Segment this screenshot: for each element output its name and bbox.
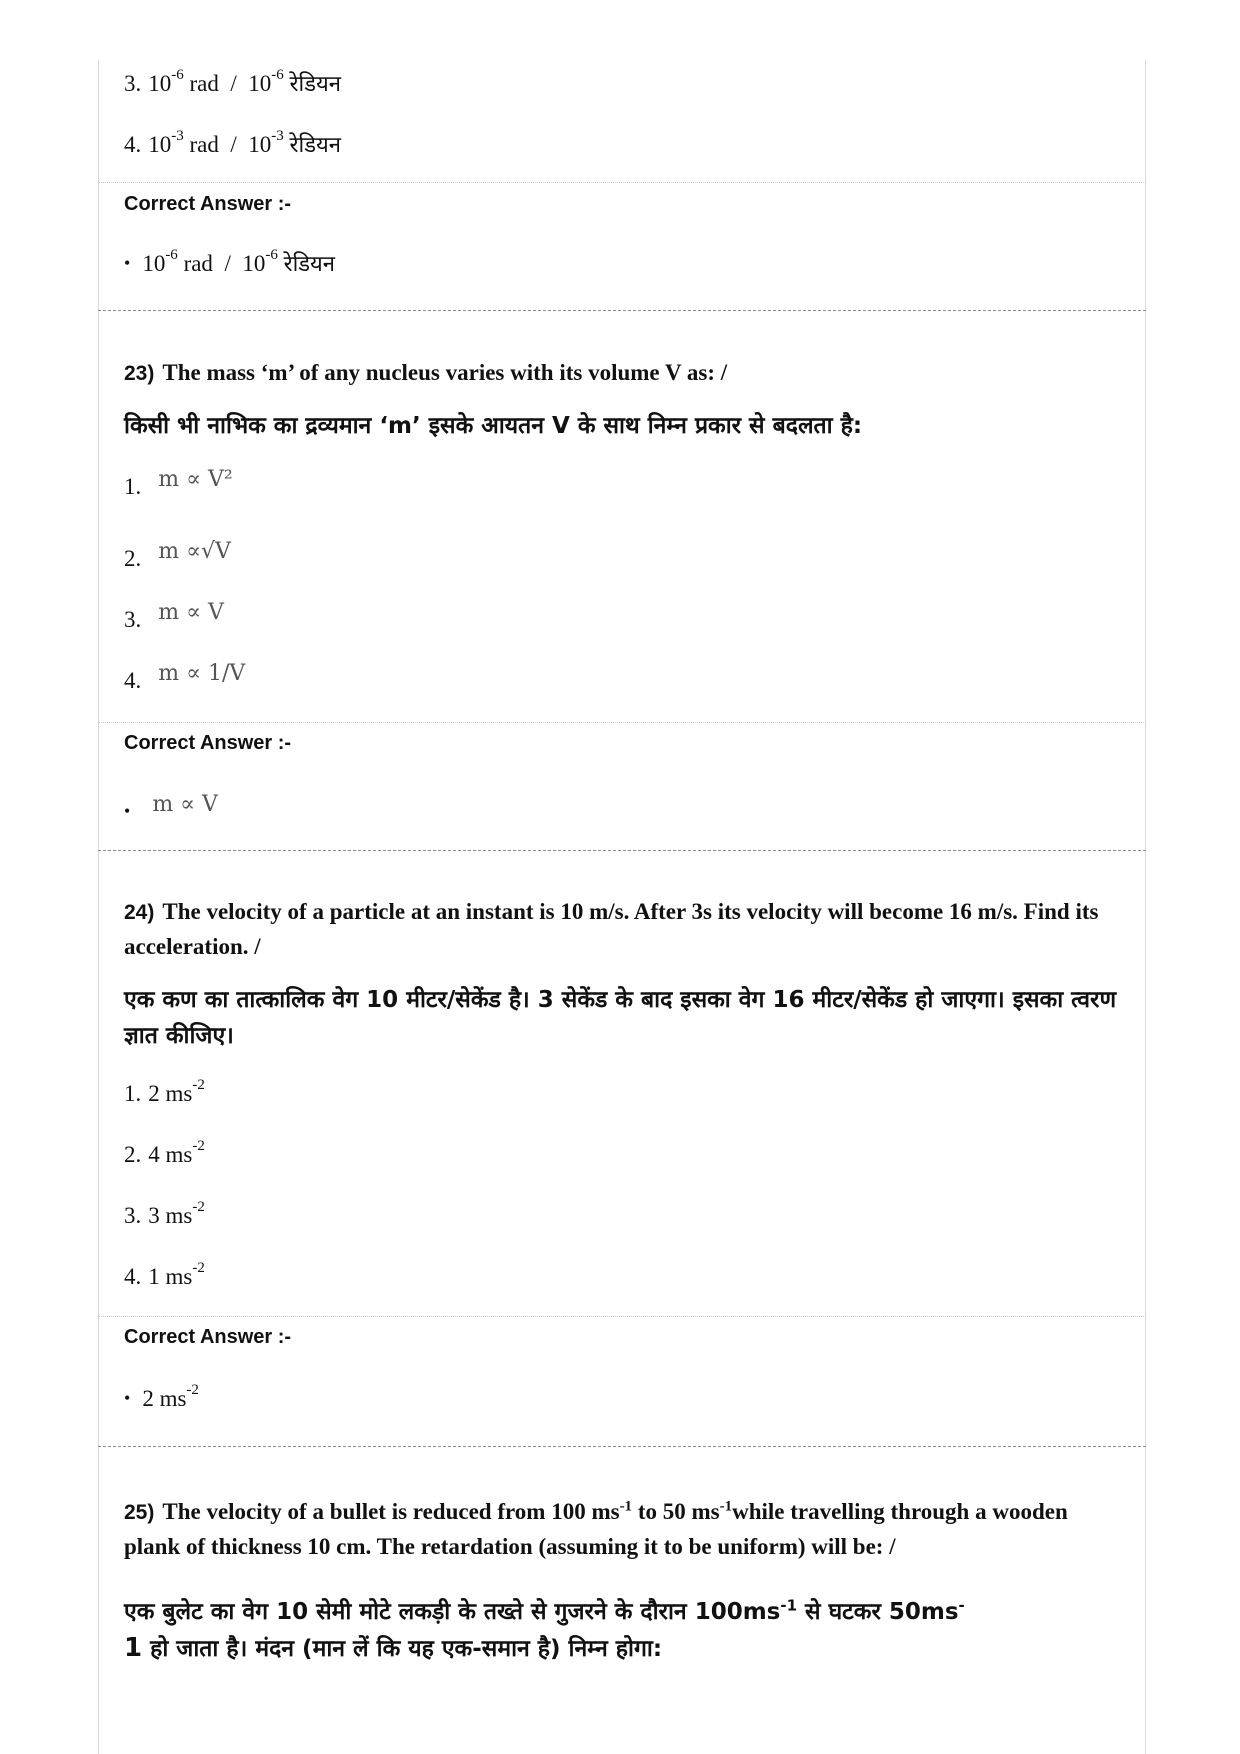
- option-number: 3.: [124, 71, 142, 96]
- option-number: 3.: [124, 607, 142, 632]
- question-text: The velocity of a bullet is reduced from 100 ms: [162, 1499, 620, 1524]
- question-number: 25): [124, 1501, 155, 1524]
- value: 3 ms: [148, 1203, 193, 1228]
- q24-option-2: [124, 1138, 205, 1168]
- q22-option-3: [124, 68, 341, 98]
- unit: rad: [183, 251, 213, 276]
- question-number: 23): [124, 362, 155, 385]
- q24-question-english: [124, 895, 1124, 964]
- option-number: 4.: [124, 132, 142, 157]
- q24-option-1: [124, 1077, 205, 1107]
- formula: m ∝ V: [152, 792, 218, 817]
- q23-option-4: [124, 661, 246, 694]
- unit: rad: [189, 132, 219, 157]
- value: 1 ms: [148, 1264, 193, 1289]
- q23-option-1: [124, 467, 233, 500]
- question-text: से घटकर 50ms: [797, 1599, 959, 1625]
- correct-answer-label: Correct Answer :-: [124, 1326, 292, 1348]
- option-number: 2.: [124, 1142, 142, 1167]
- formula: m ∝ V: [158, 600, 224, 625]
- bullet-icon: •: [124, 1388, 131, 1408]
- exponent-continuation: 1: [124, 1633, 143, 1663]
- exponent: -6: [171, 67, 184, 84]
- question-separator: [98, 850, 1146, 851]
- option-number: 1.: [124, 1081, 142, 1106]
- exponent: -2: [186, 1382, 199, 1399]
- formula: m ∝√V: [158, 539, 231, 564]
- exponent: -2: [192, 1077, 205, 1094]
- question-text: while travelling through a wooden plank of thickness 10 cm. The retardation (assuming it to be uniform) will be: /: [124, 1499, 1068, 1559]
- exponent: -1: [619, 1498, 633, 1515]
- value: 2 ms: [142, 1386, 187, 1411]
- option-number: 4.: [124, 1264, 142, 1289]
- value: 10: [248, 71, 272, 96]
- option-number: 3.: [124, 1203, 142, 1228]
- question-text: to 50 ms: [632, 1499, 720, 1524]
- option-number: 2.: [124, 546, 142, 571]
- q24-option-3: [124, 1199, 205, 1229]
- q23-option-2: [124, 539, 231, 572]
- exponent: -3: [171, 128, 184, 145]
- unit: rad: [189, 71, 219, 96]
- question-text: The mass ‘m’ of any nucleus varies with its volume V as: /: [162, 360, 728, 385]
- correct-answer-label: Correct Answer :-: [124, 732, 292, 754]
- q22-option-4: [124, 129, 341, 159]
- question-text: The velocity of a particle at an instant is 10 m/s. After 3s its velocity will become 16 m/s. Find its acceleration. /: [124, 899, 1099, 959]
- exponent: -3: [271, 128, 284, 145]
- unit-hindi: रेडियन: [283, 252, 336, 277]
- divider: [98, 1316, 1146, 1317]
- q25-question-hindi: [124, 1594, 1124, 1667]
- value: 4 ms: [148, 1142, 193, 1167]
- question-text: एक बुलेट का वेग 10 सेमी मोटे लकड़ी के तख्ते से गुजरने के दौरान 100ms: [124, 1599, 781, 1625]
- q25-question-english: [124, 1495, 1124, 1564]
- value: 10: [242, 251, 266, 276]
- q23-option-3: [124, 600, 224, 633]
- value: 2 ms: [148, 1081, 193, 1106]
- value: 10: [248, 132, 272, 157]
- formula: m ∝ 1/V: [158, 661, 246, 686]
- exponent: -6: [271, 67, 284, 84]
- exponent: -1: [780, 1596, 798, 1615]
- exponent: -1: [719, 1498, 733, 1515]
- separator: /: [230, 132, 237, 157]
- value: 10: [148, 132, 172, 157]
- exponent: -2: [192, 1199, 205, 1216]
- option-number: 4.: [124, 668, 142, 693]
- exponent: -2: [192, 1138, 205, 1155]
- exponent: -2: [192, 1260, 205, 1277]
- bullet-icon: •: [124, 801, 131, 821]
- value: 10: [148, 71, 172, 96]
- question-separator: [98, 1446, 1146, 1447]
- exponent: -: [958, 1596, 965, 1615]
- separator: /: [230, 71, 237, 96]
- q24-question-hindi: एक कण का तात्कालिक वेग 10 मीटर/सेकेंड है। 3 सेकेंड के बाद इसका वेग 16 मीटर/सेकेंड हो जाएगा। इसका त्वरण ज्ञात कीजिए।: [124, 987, 1117, 1049]
- exponent: -6: [165, 247, 178, 264]
- question-separator: [98, 310, 1146, 311]
- separator: /: [224, 251, 231, 276]
- bullet-icon: •: [124, 253, 131, 273]
- q23-question-english: [124, 356, 1124, 391]
- q23-correct-answer: [124, 792, 218, 825]
- unit-hindi: रेडियन: [289, 133, 341, 158]
- option-number: 1.: [124, 474, 142, 499]
- q22-correct-answer: [124, 248, 335, 278]
- unit-hindi: रेडियन: [289, 72, 341, 97]
- question-number: 24): [124, 901, 155, 924]
- exponent: -6: [265, 247, 278, 264]
- divider: [98, 182, 1146, 183]
- divider: [98, 722, 1146, 723]
- value: 10: [142, 251, 166, 276]
- question-text: हो जाता है। मंदन (मान लें कि यह एक-समान है) निम्न होगा:: [142, 1636, 663, 1662]
- q24-option-4: [124, 1260, 205, 1290]
- correct-answer-label: Correct Answer :-: [124, 193, 292, 215]
- q24-correct-answer: [124, 1382, 199, 1412]
- q23-question-hindi: किसी भी नाभिक का द्रव्यमान ‘m’ इसके आयतन V के साथ निम्न प्रकार से बदलता है:: [124, 413, 863, 439]
- formula: m ∝ V²: [158, 467, 233, 492]
